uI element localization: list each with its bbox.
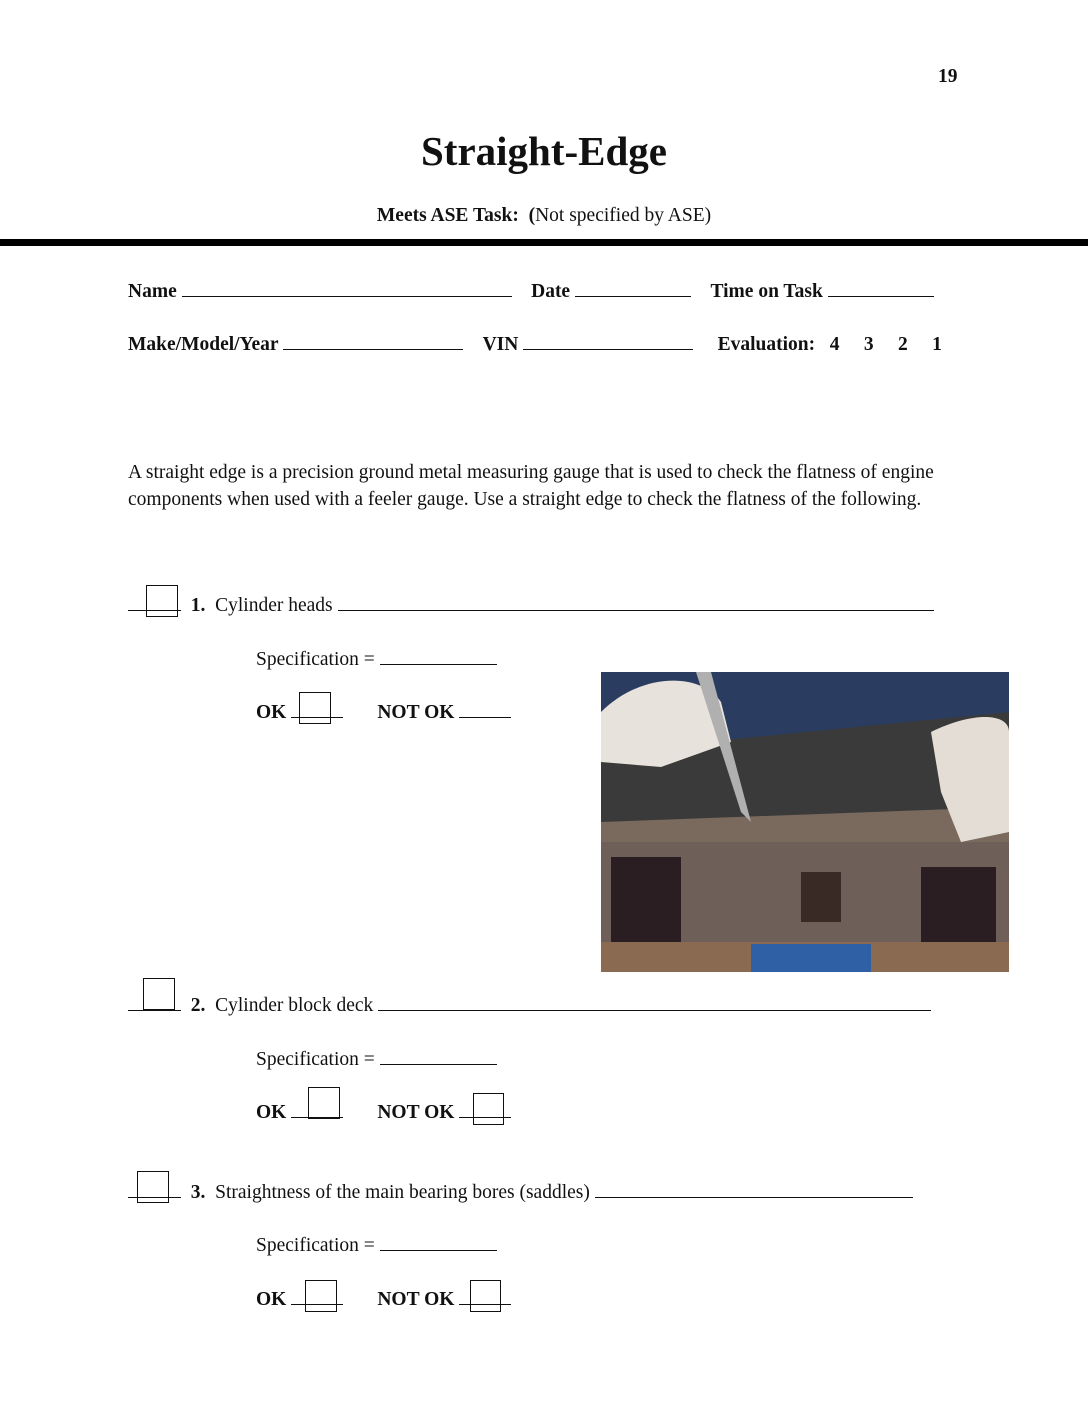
score-3[interactable]: 3 [863,334,874,355]
item-3 [128,1181,913,1204]
item-2-spec [256,1048,497,1071]
not-ok-field[interactable] [459,701,511,718]
time-on-task-label: Time on Task [710,281,823,302]
date-label: Date [531,281,571,302]
spec-label: Specification = [256,649,375,670]
item-label: Cylinder heads [215,595,333,616]
score-4[interactable]: 4 [829,334,840,355]
spec-field[interactable] [380,1048,497,1065]
item-2-not-ok-checkbox[interactable] [473,1093,504,1125]
ok-label: OK [256,1102,287,1123]
vin-label: VIN [482,334,519,355]
item-number: 2. [190,995,206,1016]
page-number: 19 [938,66,958,87]
time-on-task-field[interactable] [828,280,934,297]
name-label: Name [128,281,177,302]
item-3-checkbox[interactable] [137,1171,169,1203]
spec-label: Specification = [256,1235,375,1256]
item-2 [128,994,931,1017]
ase-paren: ( [528,205,536,226]
item-label: Straightness of the main bearing bores (saddles) [215,1182,590,1203]
item-number: 3. [190,1182,206,1203]
vin-field[interactable] [523,333,693,350]
ok-label: OK [256,702,287,723]
name-field[interactable] [182,280,512,297]
spec-field[interactable] [380,648,497,665]
item-2-checkbox[interactable] [143,978,175,1010]
item-1-ok-row [256,701,511,724]
not-ok-label: NOT OK [377,1289,455,1310]
item-3-result-field[interactable] [595,1181,913,1198]
intro-paragraph: A straight edge is a precision ground metal measuring gauge that is used to check the flatness of engine components when used with a feeler gauge. Use a straight edge to check the flatness of the following. [128,462,934,510]
not-ok-label: NOT OK [377,1102,455,1123]
ase-label: Meets ASE Task: [376,205,519,226]
item-1-ok-checkbox[interactable] [299,692,331,724]
spec-field[interactable] [380,1234,497,1251]
item-1 [128,594,934,617]
info-row-2 [128,333,942,356]
item-3-ok-checkbox[interactable] [305,1280,337,1312]
ase-value: Not specified by ASE) [535,205,712,226]
header-rule [0,239,1088,246]
score-2[interactable]: 2 [898,334,908,355]
item-1-spec [256,648,497,671]
evaluation-label: Evaluation: [717,334,816,355]
photo-illustration [601,672,1009,972]
item-number: 1. [190,595,206,616]
not-ok-label: NOT OK [377,702,455,723]
item-1-result-field[interactable] [338,594,934,611]
item-1-checkbox[interactable] [146,585,178,617]
item-3-spec [256,1234,497,1257]
make-model-year-label: Make/Model/Year [128,334,279,355]
item-label: Cylinder block deck [215,995,374,1016]
date-field[interactable] [575,280,691,297]
item-3-not-ok-checkbox[interactable] [470,1280,501,1312]
info-row-1 [128,280,934,303]
spec-label: Specification = [256,1049,375,1070]
score-1[interactable]: 1 [932,334,942,355]
make-model-year-field[interactable] [283,333,463,350]
ok-label: OK [256,1289,287,1310]
item-2-ok-checkbox[interactable] [308,1087,340,1119]
straight-edge-photo [601,672,1009,972]
item-2-result-field[interactable] [378,994,931,1011]
page-title: Straight-Edge [421,128,667,174]
ase-task-line [0,205,1088,227]
